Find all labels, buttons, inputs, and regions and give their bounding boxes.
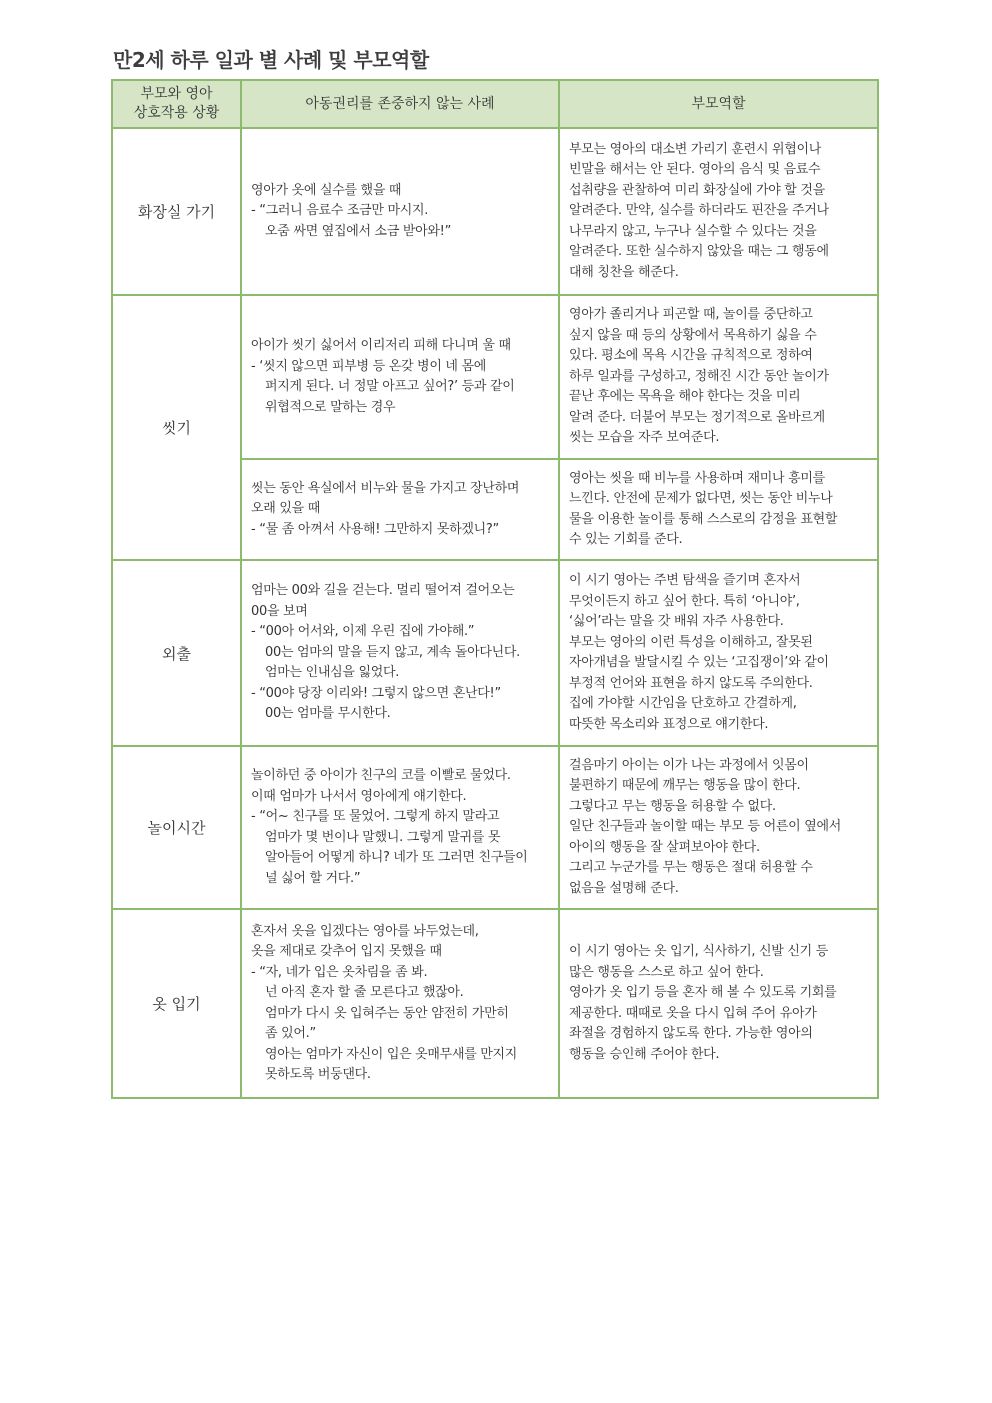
case-table [111, 79, 879, 1099]
header-example: 아동권리를 존중하지 않는 사례 [241, 80, 559, 128]
role-line: 이 시기 영아는 옷 입기, 식사하기, 신발 신기 등 [569, 944, 828, 959]
role-line: 부정적 언어와 표현을 하지 않도록 주의한다. [569, 675, 813, 691]
role-line: 알려 준다. 더불어 부모는 정기적으로 올바르게 [569, 409, 825, 425]
example-cell [241, 909, 559, 1098]
example-line: 아이가 씻기 싫어서 이리저리 피해 다니며 울 때 [251, 338, 511, 353]
situation-cell: 씻기 [112, 295, 241, 560]
role-line: 영아가 옷 입기 등을 혼자 해 볼 수 있도록 기회를 [569, 985, 837, 1000]
example-line: 옷을 제대로 갖추어 입지 못했을 때 [251, 944, 442, 959]
table-row [112, 560, 878, 746]
table-row [112, 295, 878, 459]
role-cell [559, 746, 878, 909]
example-line: - “00아 어서와, 이제 우린 집에 가야해.” [251, 624, 475, 640]
example-line: 00는 엄마의 말을 듣지 않고, 계속 돌아다닌다. [265, 644, 520, 660]
example-line: 위협적으로 말하는 경우 [265, 399, 396, 415]
example-cell [241, 128, 559, 295]
example-cell [241, 295, 559, 459]
example-line: 영아가 옷에 실수를 했을 때 [251, 182, 402, 198]
role-line: 부모는 영아의 이런 특성을 이해하고, 잘못된 [569, 634, 813, 650]
role-line: 대해 칭찬을 해준다. [569, 264, 679, 280]
example-line: 엄마는 00와 길을 걷는다. 멀리 떨어져 걸어오는 [251, 583, 515, 599]
role-line: 있다. 평소에 목욕 시간을 규칙적으로 정하여 [569, 348, 813, 364]
role-line: 씻는 모습을 자주 보여준다. [569, 430, 720, 446]
example-line: 놀이하던 중 아이가 친구의 코를 이빨로 물었다. [251, 768, 511, 783]
example-line: 못하도록 버둥댄다. [265, 1067, 371, 1082]
role-line: 걸음마기 아이는 이가 나는 과정에서 잇몸이 [569, 757, 809, 773]
role-line: 나무라지 않고, 누구나 실수할 수 있다는 것을 [569, 223, 817, 239]
example-line: 엄마는 인내심을 잃었다. [265, 665, 400, 681]
role-line: 그렇다고 무는 행동을 허용할 수 없다. [569, 798, 776, 814]
example-line: 좀 있어.” [265, 1026, 316, 1041]
situation-cell: 놀이시간 [112, 746, 241, 909]
role-line: 싶지 않을 때 등의 상황에서 목욕하기 싫을 수 [569, 327, 817, 343]
example-line: 퍼지게 된다. 너 정말 아프고 싶어?’ 등과 같이 [265, 379, 515, 394]
situation-cell: 화장실 가기 [112, 128, 241, 295]
role-line: 좌절을 경험하지 않도록 한다. 가능한 영아의 [569, 1026, 813, 1041]
role-line: 영아가 졸리거나 피곤할 때, 놀이를 중단하고 [569, 307, 813, 323]
page-title: 만2세 하루 일과 별 사례 및 부모역할 [113, 48, 429, 72]
role-line: 행동을 승인해 주어야 한다. [569, 1046, 720, 1062]
example-line: 이때 엄마가 나서서 영아에게 얘기한다. [251, 788, 467, 804]
example-line: - ‘씻지 않으면 피부병 등 온갖 병이 네 몸에 [251, 358, 487, 374]
example-line: 혼자서 옷을 입겠다는 영아를 놔두었는데, [251, 923, 479, 939]
role-line: 빈말을 해서는 안 된다. 영아의 음식 및 음료수 [569, 162, 821, 178]
role-cell [559, 909, 878, 1098]
header-situation-line2: 상호작용 상황 [133, 105, 220, 121]
role-line: 영아는 씻을 때 비누를 사용하며 재미나 흥미를 [569, 470, 825, 486]
role-line: 불편하기 때문에 깨무는 행동을 많이 한다. [569, 778, 801, 794]
example-line: 넌 아직 혼자 할 줄 모른다고 했잖아. [265, 985, 464, 1000]
role-cell [559, 560, 878, 746]
role-line: 일단 친구들과 놀이할 때는 부모 등 어른이 옆에서 [569, 819, 841, 835]
role-line: 알려준다. 또한 실수하지 않았을 때는 그 행동에 [569, 244, 829, 260]
role-line: 아이의 행동을 잘 살펴보아야 한다. [569, 839, 760, 855]
role-line: 자아개념을 발달시킬 수 있는 ‘고집쟁이’와 같이 [569, 655, 829, 670]
header-row [112, 80, 878, 128]
role-line: 하루 일과를 구성하고, 정해진 시간 동안 놀이가 [569, 368, 829, 384]
example-line: - “물 좀 아껴서 사용해! 그만하지 못하겠니?” [251, 521, 499, 537]
table-row [112, 128, 878, 295]
header-role: 부모역할 [559, 80, 878, 128]
example-cell [241, 746, 559, 909]
example-line: 오래 있을 때 [251, 501, 320, 517]
situation-cell: 외출 [112, 560, 241, 746]
example-cell [241, 560, 559, 746]
example-line: 00는 엄마를 무시한다. [265, 706, 391, 722]
example-line: - “자, 네가 입은 옷차림을 좀 봐. [251, 964, 428, 980]
example-cell [241, 459, 559, 560]
example-line: 영아는 엄마가 자신이 입은 옷매무새를 만지지 [265, 1046, 518, 1062]
role-line: 없음을 설명해 준다. [569, 880, 679, 896]
role-line: 제공한다. 때때로 옷을 다시 입혀 주어 유아가 [569, 1005, 817, 1021]
example-line: - “그러니 음료수 조금만 마시지. [251, 203, 429, 219]
role-line: 섭취량을 관찰하여 미리 화장실에 가야 할 것을 [569, 182, 825, 198]
example-line: - “어~ 친구를 또 물었어. 그렇게 하지 말라고 [251, 809, 500, 824]
situation-cell: 옷 입기 [112, 909, 241, 1098]
role-line: 물을 이용한 놀이를 통해 스스로의 감정을 표현할 [569, 511, 838, 527]
header-situation-line1: 부모와 영아 [140, 86, 213, 102]
header-situation [112, 80, 241, 128]
example-line: 알아들어 어떻게 하니? 네가 또 그러면 친구들이 [265, 850, 528, 865]
table-row [112, 909, 878, 1098]
role-line: 부모는 영아의 대소변 가리기 훈련시 위협이나 [569, 141, 822, 157]
role-line: 알려준다. 만약, 실수를 하더라도 핀잔을 주거나 [569, 203, 829, 219]
role-line: 느낀다. 안전에 문제가 없다면, 씻는 동안 비누나 [569, 491, 833, 506]
role-line: 이 시기 영아는 주변 탐색을 즐기며 혼자서 [569, 573, 801, 588]
example-line: 엄마가 몇 번이나 말했니. 그렇게 말귀를 못 [265, 829, 501, 845]
example-line: - “00야 당장 이리와! 그렇지 않으면 혼난다!” [251, 685, 501, 701]
role-line: 그리고 누군가를 무는 행동은 절대 허용할 수 [569, 860, 813, 876]
table-row [112, 746, 878, 909]
example-line: 씻는 동안 욕실에서 비누와 물을 가지고 장난하며 [251, 480, 520, 496]
role-line: 따뜻한 목소리와 표정으로 얘기한다. [569, 716, 769, 732]
role-line: 끝난 후에는 목욕을 해야 한다는 것을 미리 [569, 389, 801, 405]
role-cell [559, 128, 878, 295]
example-line: 널 싫어 할 거다.” [265, 870, 361, 886]
role-line: 무엇이든지 하고 싶어 한다. 특히 ‘아니야’, [569, 593, 800, 609]
role-cell [559, 459, 878, 560]
role-cell [559, 295, 878, 459]
role-line: 수 있는 기회를 준다. [569, 532, 683, 547]
role-line: ‘싫어’라는 말을 갓 배워 자주 사용한다. [569, 614, 784, 629]
example-line: 00을 보며 [251, 603, 308, 619]
role-line: 많은 행동을 스스로 하고 싶어 한다. [569, 964, 764, 980]
example-line: 엄마가 다시 옷 입혀주는 동안 얌전히 가만히 [265, 1005, 509, 1021]
role-line: 집에 가야할 시간임을 단호하고 간결하게, [569, 696, 797, 711]
example-line: 오줌 싸면 옆집에서 소금 받아와!” [265, 223, 452, 239]
